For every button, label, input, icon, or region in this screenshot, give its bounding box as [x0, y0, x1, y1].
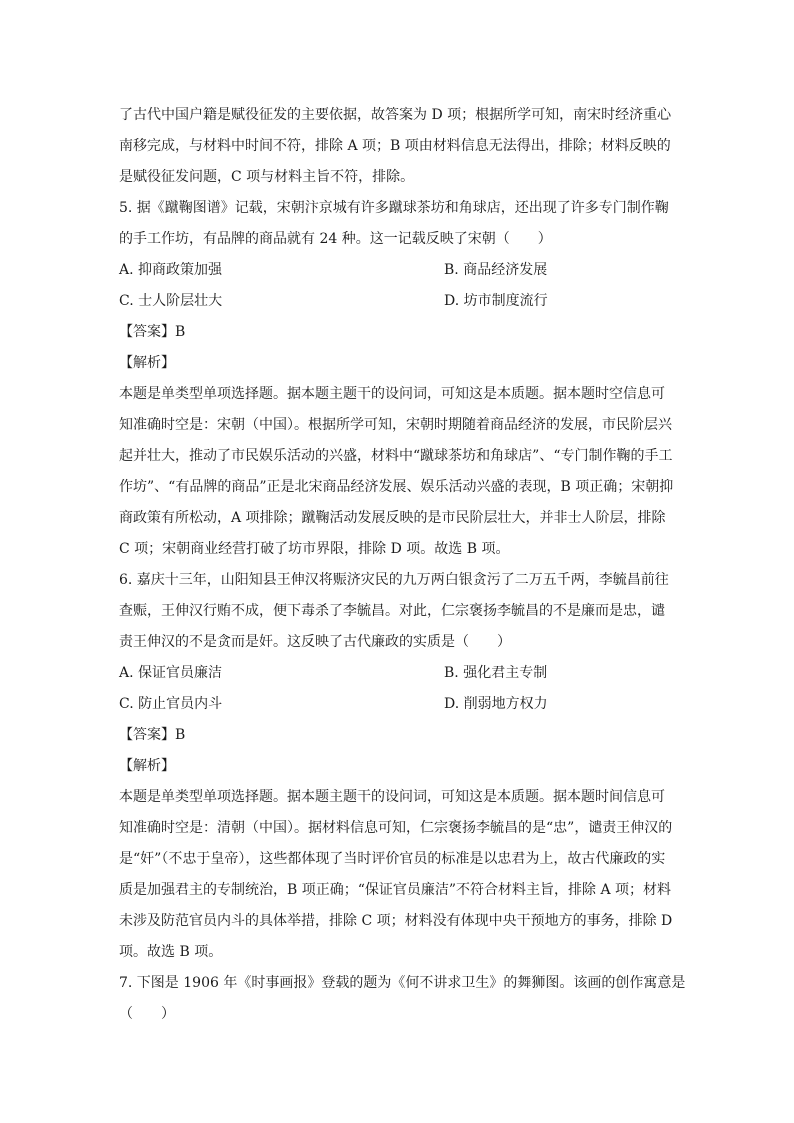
- text-line: 质是加强君主的专制统治，B 项正确；“保证官员廉洁”不符合材料主旨，排除 A 项；材料: [119, 882, 672, 898]
- document-page: [119, 100, 686, 1030]
- text-line: 作坊”、“有品牌的商品”正是北宋商品经济发展、娱乐活动兴盛的表现，B 项正确；宋朝抑: [119, 479, 674, 495]
- q4-analysis-continued: [119, 100, 679, 193]
- q6-option-b: B. 强化君主专制: [444, 665, 548, 681]
- q6-analysis: [119, 782, 679, 968]
- text-line: 南移完成，与材料中时间不符，排除 A 项；B 项由材料信息无法得出，排除；材料反映的: [119, 138, 671, 154]
- q5-option-b: B. 商品经济发展: [444, 262, 548, 278]
- q5-answer: 【答案】B: [119, 324, 186, 340]
- q6-option-d: D. 削弱地方权力: [444, 696, 548, 712]
- q6-analysis-label: 【解析】: [119, 758, 175, 774]
- q5-option-a: A. 抑商政策加强: [119, 262, 223, 278]
- text-line: 本题是单类型单项选择题。据本题主题干的设问词，可知这是本质题。据本题时间信息可: [119, 789, 665, 805]
- q6-stem: [119, 565, 679, 658]
- q6-answer: 【答案】B: [119, 727, 186, 743]
- text-line: C 项；宋朝商业经营打破了坊市界限，排除 D 项。故选 B 项。: [119, 541, 510, 557]
- text-line: 6. 嘉庆十三年，山阳知县王伸汉将赈济灾民的九万两白银贪污了二万五千两，李毓昌前往: [119, 572, 669, 588]
- text-line: 项。故选 B 项。: [119, 944, 223, 960]
- text-line: 的手工作坊，有品牌的商品就有 24 种。这一记载反映了宋朝（ ）: [119, 231, 552, 247]
- text-line: 知准确时空是：宋朝（中国）。根据所学可知，宋朝时期随着商品经济的发展，市民阶层兴: [119, 417, 672, 433]
- text-line: 5. 据《蹴鞠图谱》记载，宋朝汴京城有许多蹴球茶坊和角球店，还出现了许多专门制作鞠: [119, 200, 669, 216]
- text-line: 起并壮大，推动了市民娱乐活动的兴盛，材料中“蹴球茶坊和角球店”、“专门制作鞠的手工: [119, 448, 673, 464]
- text-line: 7. 下图是 1906 年《时事画报》登载的题为《何不讲求卫生》的舞狮图。该画的创作寓意是: [119, 975, 686, 991]
- text-line: 责王伸汉的不是贪而是奸。这反映了古代廉政的实质是（ ）: [119, 634, 511, 650]
- text-line: 了古代中国户籍是赋役征发的主要依据，故答案为 D 项；根据所学可知，南宋时经济重心: [119, 107, 672, 123]
- q6-options: [119, 658, 679, 720]
- q6-option-c: C. 防止官员内斗: [119, 696, 223, 712]
- q5-stem: [119, 193, 679, 255]
- q5-options: [119, 255, 679, 317]
- text-line: （ ）: [119, 1006, 175, 1022]
- text-line: 查赈，王伸汉行贿不成，便下毒杀了李毓昌。对此，仁宗褒扬李毓昌的不是廉而是忠，谴: [119, 603, 665, 619]
- text-line: 是“奸”（不忠于皇帝），这些都体现了当时评价官员的标准是以忠君为上，故古代廉政的实: [119, 851, 666, 867]
- text-line: 未涉及防范官员内斗的具体举措，排除 C 项；材料没有体现中央干预地方的事务，排除 D: [119, 913, 673, 929]
- q7-stem: [119, 968, 686, 1030]
- text-line: 知准确时空是：清朝（中国）。据材料信息可知，仁宗褒扬李毓昌的是“忠”，谴责王伸汉的: [119, 820, 673, 836]
- q5-analysis: [119, 379, 679, 565]
- text-line: 是赋役征发问题，C 项与材料主旨不符，排除。: [119, 169, 415, 185]
- text-line: 商政策有所松动，A 项排除；蹴鞠活动发展反映的是市民阶层壮大，并非士人阶层，排除: [119, 510, 666, 526]
- q5-option-c: C. 士人阶层壮大: [119, 293, 223, 309]
- q5-analysis-label: 【解析】: [119, 355, 175, 371]
- q6-option-a: A. 保证官员廉洁: [119, 665, 223, 681]
- text-line: 本题是单类型单项选择题。据本题主题干的设问词，可知这是本质题。据本题时空信息可: [119, 386, 665, 402]
- q5-option-d: D. 坊市制度流行: [444, 293, 548, 309]
